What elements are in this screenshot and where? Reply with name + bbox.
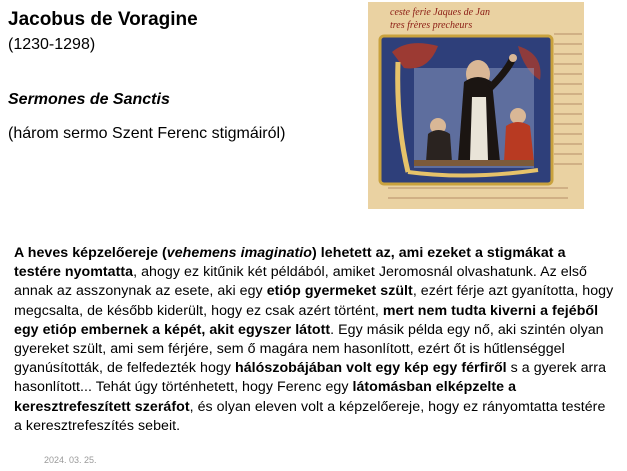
manuscript-miniature-drawing	[368, 2, 584, 209]
work-subtitle: (három sermo Szent Ferenc stigmáiról)	[8, 125, 286, 142]
text-run: . Egy másik példa egy nő, aki szintén olyan gyereket szült, ami sem férjére, sem ő magára nem hasonlított, ezért őt is hűtlenséggel gyanúsították, de felfedezték hogy	[14, 321, 604, 377]
illuminated-manuscript-image	[368, 2, 584, 209]
text-run: mert nem tudta kiverni a fejéből egy etióp embernek a képét, akit egyszer látott	[14, 302, 599, 338]
text-run: A heves képzelőereje (	[14, 245, 167, 261]
caption-line-2: tres frères precheurs	[390, 20, 473, 31]
body-paragraph	[14, 244, 614, 436]
text-run: etióp gyermeket szült	[266, 283, 413, 300]
caption-line-1: ceste ferie Jaques de Jan	[390, 7, 490, 18]
author-dates: (1230-1298)	[8, 36, 96, 53]
text-run-italic: vehemens imaginatio	[166, 245, 313, 261]
text-run: látomásban elképzelte a keresztrefeszített szeráfot	[14, 379, 517, 415]
footer-date: 2024. 03. 25.	[44, 455, 97, 465]
text-run: , és olyan eleven volt a képzelőereje, hogy ez rányomtatta testére a keresztrefeszítés sebeit.	[14, 398, 606, 434]
author-name: Jacobus de Voragine	[8, 9, 198, 30]
work-title: Sermones de Sanctis	[8, 91, 170, 108]
text-run: , ezért férje azt gyanította, hogy megcsalta, de később kiderült, hogy ez csak azért történt,	[14, 283, 614, 319]
text-run: hálószobájában volt egy kép egy férfiről	[235, 360, 507, 377]
text-run: , ahogy ez kitűnik két példából, amiket Jeromosnál olvashatunk. Az első annak az asszonynak az esete, aki egy	[14, 264, 587, 300]
text-run: s a gyerek arra hasonlított... Tehát úgy történhetett, hogy Ferenc egy	[14, 360, 607, 396]
text-run: ) lehetett az, ami ezeket a stigmákat a testére nyomtatta	[14, 245, 566, 281]
